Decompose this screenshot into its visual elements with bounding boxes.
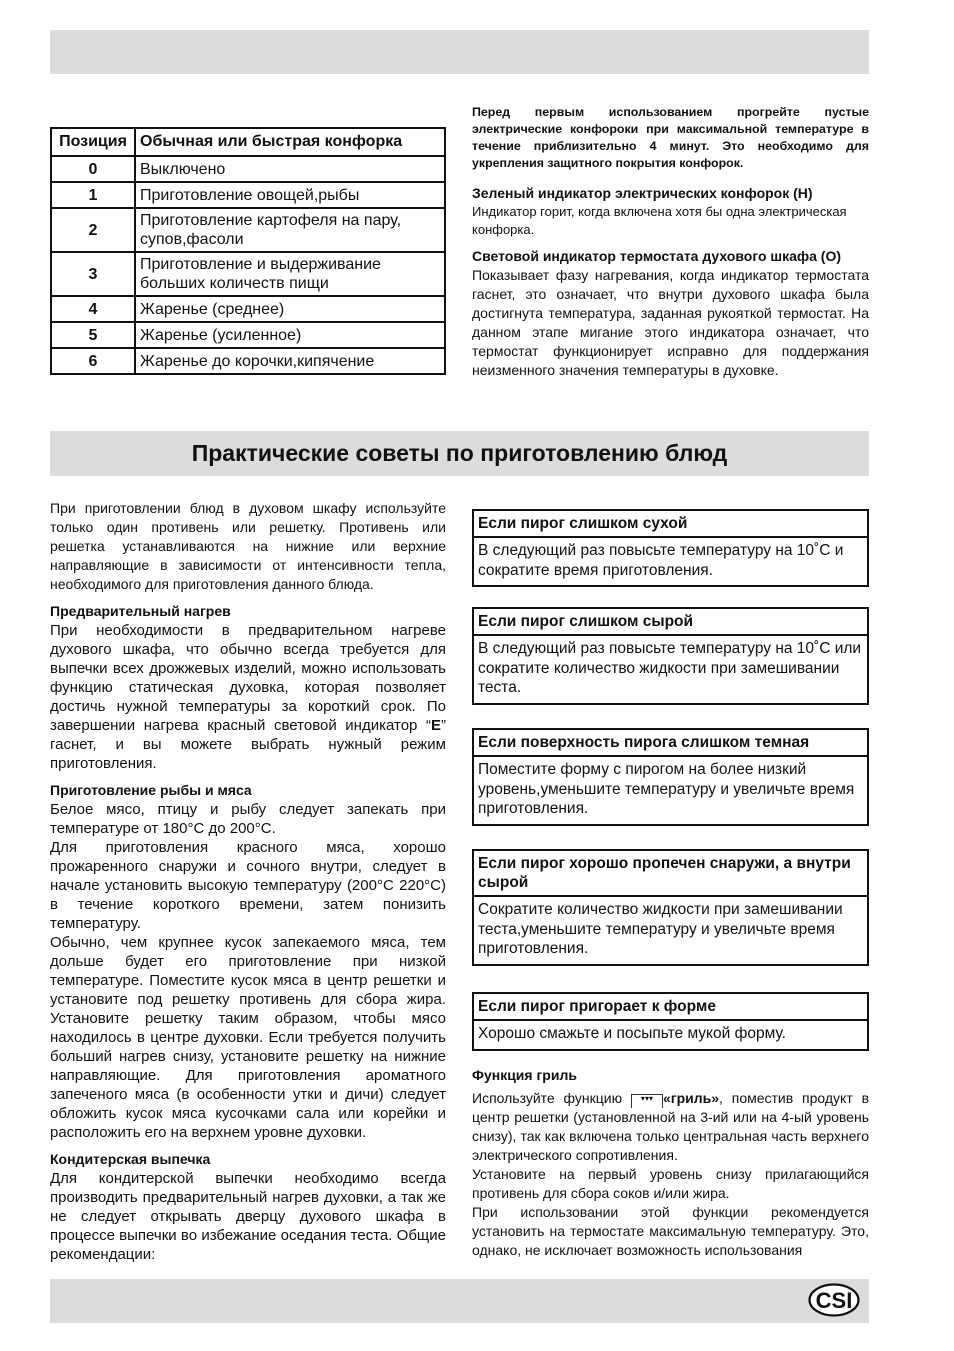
tip-box [472,607,869,705]
tip-text: В следующий раз повысьте температуру на 10˚С или сократите количество жидкости при замешивании теста. [478,640,862,696]
description-cell: Приготовление картофеля на пару, супов,фасоли [135,208,445,252]
preheat-text-end: ” гаснет, и вы можете выбрать нужный режим приготовления. [50,717,446,772]
tip-box [472,992,869,1051]
grill-icon: ▾▾▾ [631,1094,663,1108]
description-cell: Приготовление овощей,рыбы [135,182,445,208]
position-cell: 0 [51,156,135,182]
column-header-description: Обычная или быстрая конфорка [135,128,445,156]
grill-heading: Функция гриль [472,1067,577,1083]
grill-paragraph-3: При использовании этой функции рекомендуется установить на термостате максимальную температуру. Это, однако, не исключает возможность использования [472,1204,869,1258]
table-row [51,348,445,374]
column-header-position: Позиция [51,128,135,156]
tip-box [472,509,869,587]
tip-title: Если пирог слишком сырой [474,609,867,636]
grill-text-end: , поместив продукт в центр решетки (установленной на 3-ий или на 4-ый уровень снизу), так как включена только центральная часть верхнего электрического сопротивления. [472,1090,870,1163]
green-indicator-heading: Зеленый индикатор электрических конфорок (H) [472,185,813,201]
tip-text: Сократите количество жидкости при замешивании теста,уменьшите температуру и увеличьте время приготовления. [478,901,843,957]
tip-text: Поместите форму с пирогом на более низкий уровень,уменьшите температуру и увеличьте время приготовления. [478,761,855,817]
pastry-heading: Кондитерская выпечка [50,1151,211,1167]
description-cell: Выключено [135,156,445,182]
header-band [50,30,869,74]
description-cell: Жаренье (среднее) [135,296,445,322]
table-row [51,208,445,252]
fish-meat-paragraph-3: Обычно, чем крупнее кусок запекаемого мяса, тем дольше будет его приготовление при низкой температуре. Поместите кусок мяса в центр решетки и установите под решетку противень для сбора жира. Установите решетку таким образом, чтобы мясо находилось в центре духовки. Если требуется получить больший нагрев снизу, установите решетку на нижние направляющие. Для приготовления ароматного запеченого мяса (в особенности утки и дичи) следует обложить кусок мяса кусочками сала или корейки и расположить его на верхнем уровне духовки. [50,934,446,1141]
intro-paragraph: При приготовлении блюд в духовом шкафу используйте только один противень или решетку. Противень или решетка устанавливаются на нижние или верхние направляющие в зависимости от интенсивности тепла, необходимого для приготовления данного блюда. [50,500,446,592]
grill-section [472,1066,869,1260]
preheat-paragraph [50,621,446,773]
grill-text-start: Используйте функцию [472,1090,631,1106]
description-cell: Жаренье (усиленное) [135,322,445,348]
position-cell: 4 [51,296,135,322]
footer-band [50,1279,869,1323]
position-cell: 2 [51,208,135,252]
indicator-notes [472,104,869,380]
first-use-warning: Перед первым использованием прогрейте пустые электрические конфороки при максимальной температуре в течение приблизительно 4 минут. Это необходимо для укрепления защитного покрытия конфорок. [472,105,869,170]
csi-language-logo [808,1283,860,1317]
fish-meat-paragraph-2: Для приготовления красного мяса, хорошо прожаренного снаружи и сочного внутри, следует в начале установить высокую температуру (200°C 220°C) в течение короткого времени, затем понизить температуру. [50,839,446,932]
table-row [51,156,445,182]
tip-text: Хорошо смажьте и посыпьте мукой форму. [478,1025,786,1042]
section-title-band [50,431,869,476]
tip-title: Если пирог пригорает к форме [474,994,867,1021]
grill-paragraph-2: Установите на первый уровень снизу прилагающийся противень для сбора соков и/или жира. [472,1166,869,1201]
position-cell: 6 [51,348,135,374]
table-row [51,322,445,348]
green-indicator-text: Индикатор горит, когда включена хотя бы одна электрическая конфорка. [472,204,847,237]
grill-paragraph-1 [472,1089,869,1165]
preheat-heading: Предварительный нагрев [50,603,231,619]
position-cell: 1 [51,182,135,208]
preheat-text-start: При необходимости в предварительном нагреве духового шкафа, что обычно всегда требуется для выпечки всех дрожжевых изделий, можно использовать функцию статическая духовка, которая позволяет достичь нужной температуры за короткий срок. По завершении нагрева красный световой индикатор “ [50,622,446,734]
fish-meat-paragraph-1: Белое мясо, птицу и рыбу следует запекать при температуре от 180°C до 200°C. [50,801,446,837]
table-row [51,252,445,296]
tip-text: В следующий раз повысьте температуру на 10˚С и сократите время приготовления. [478,542,844,579]
cooking-advice-column [50,499,446,1264]
thermostat-indicator-heading: Световой индикатор термостата духового шкафа (O) [472,248,842,264]
description-cell: Приготовление и выдерживание больших количеств пищи [135,252,445,296]
tip-title: Если пирог хорошо пропечен снаружи, а внутри сырой [474,851,867,897]
indicator-letter: E [430,717,441,734]
description-cell: Жаренье до корочки,кипячение [135,348,445,374]
tip-title: Если пирог слишком сухой [474,511,867,538]
csi-logo-text: CSI [815,1288,853,1313]
thermostat-indicator-text: Показывает фазу нагревания, когда индикатор термостата гаснет, это означает, что внутри духового шкафа была достигнута температура, заданная рукояткой термостат. На данном этапе мигание этого индикатора означает, что термостат функционирует исправно для поддержания неизменного значения температуры в духовке. [472,267,869,378]
position-cell: 5 [51,322,135,348]
pastry-paragraph: Для кондитерской выпечки необходимо всегда производить предварительный нагрев духовки, а так же не следует открывать дверцу духового шкафа в процессе выпечки во избежание оседания теста. Общие рекомендации: [50,1170,446,1263]
tip-box [472,849,869,966]
position-cell: 3 [51,252,135,296]
table-row [51,296,445,322]
table-header-row [51,128,445,156]
burner-positions-table [50,127,446,375]
tip-title: Если поверхность пирога слишком темная [474,730,867,757]
fish-meat-heading: Приготовление рыбы и мяса [50,782,252,798]
section-title: Практические советы по приготовлению блюд [191,440,728,466]
tip-box [472,728,869,826]
table-row [51,182,445,208]
grill-label: «гриль» [662,1090,720,1106]
